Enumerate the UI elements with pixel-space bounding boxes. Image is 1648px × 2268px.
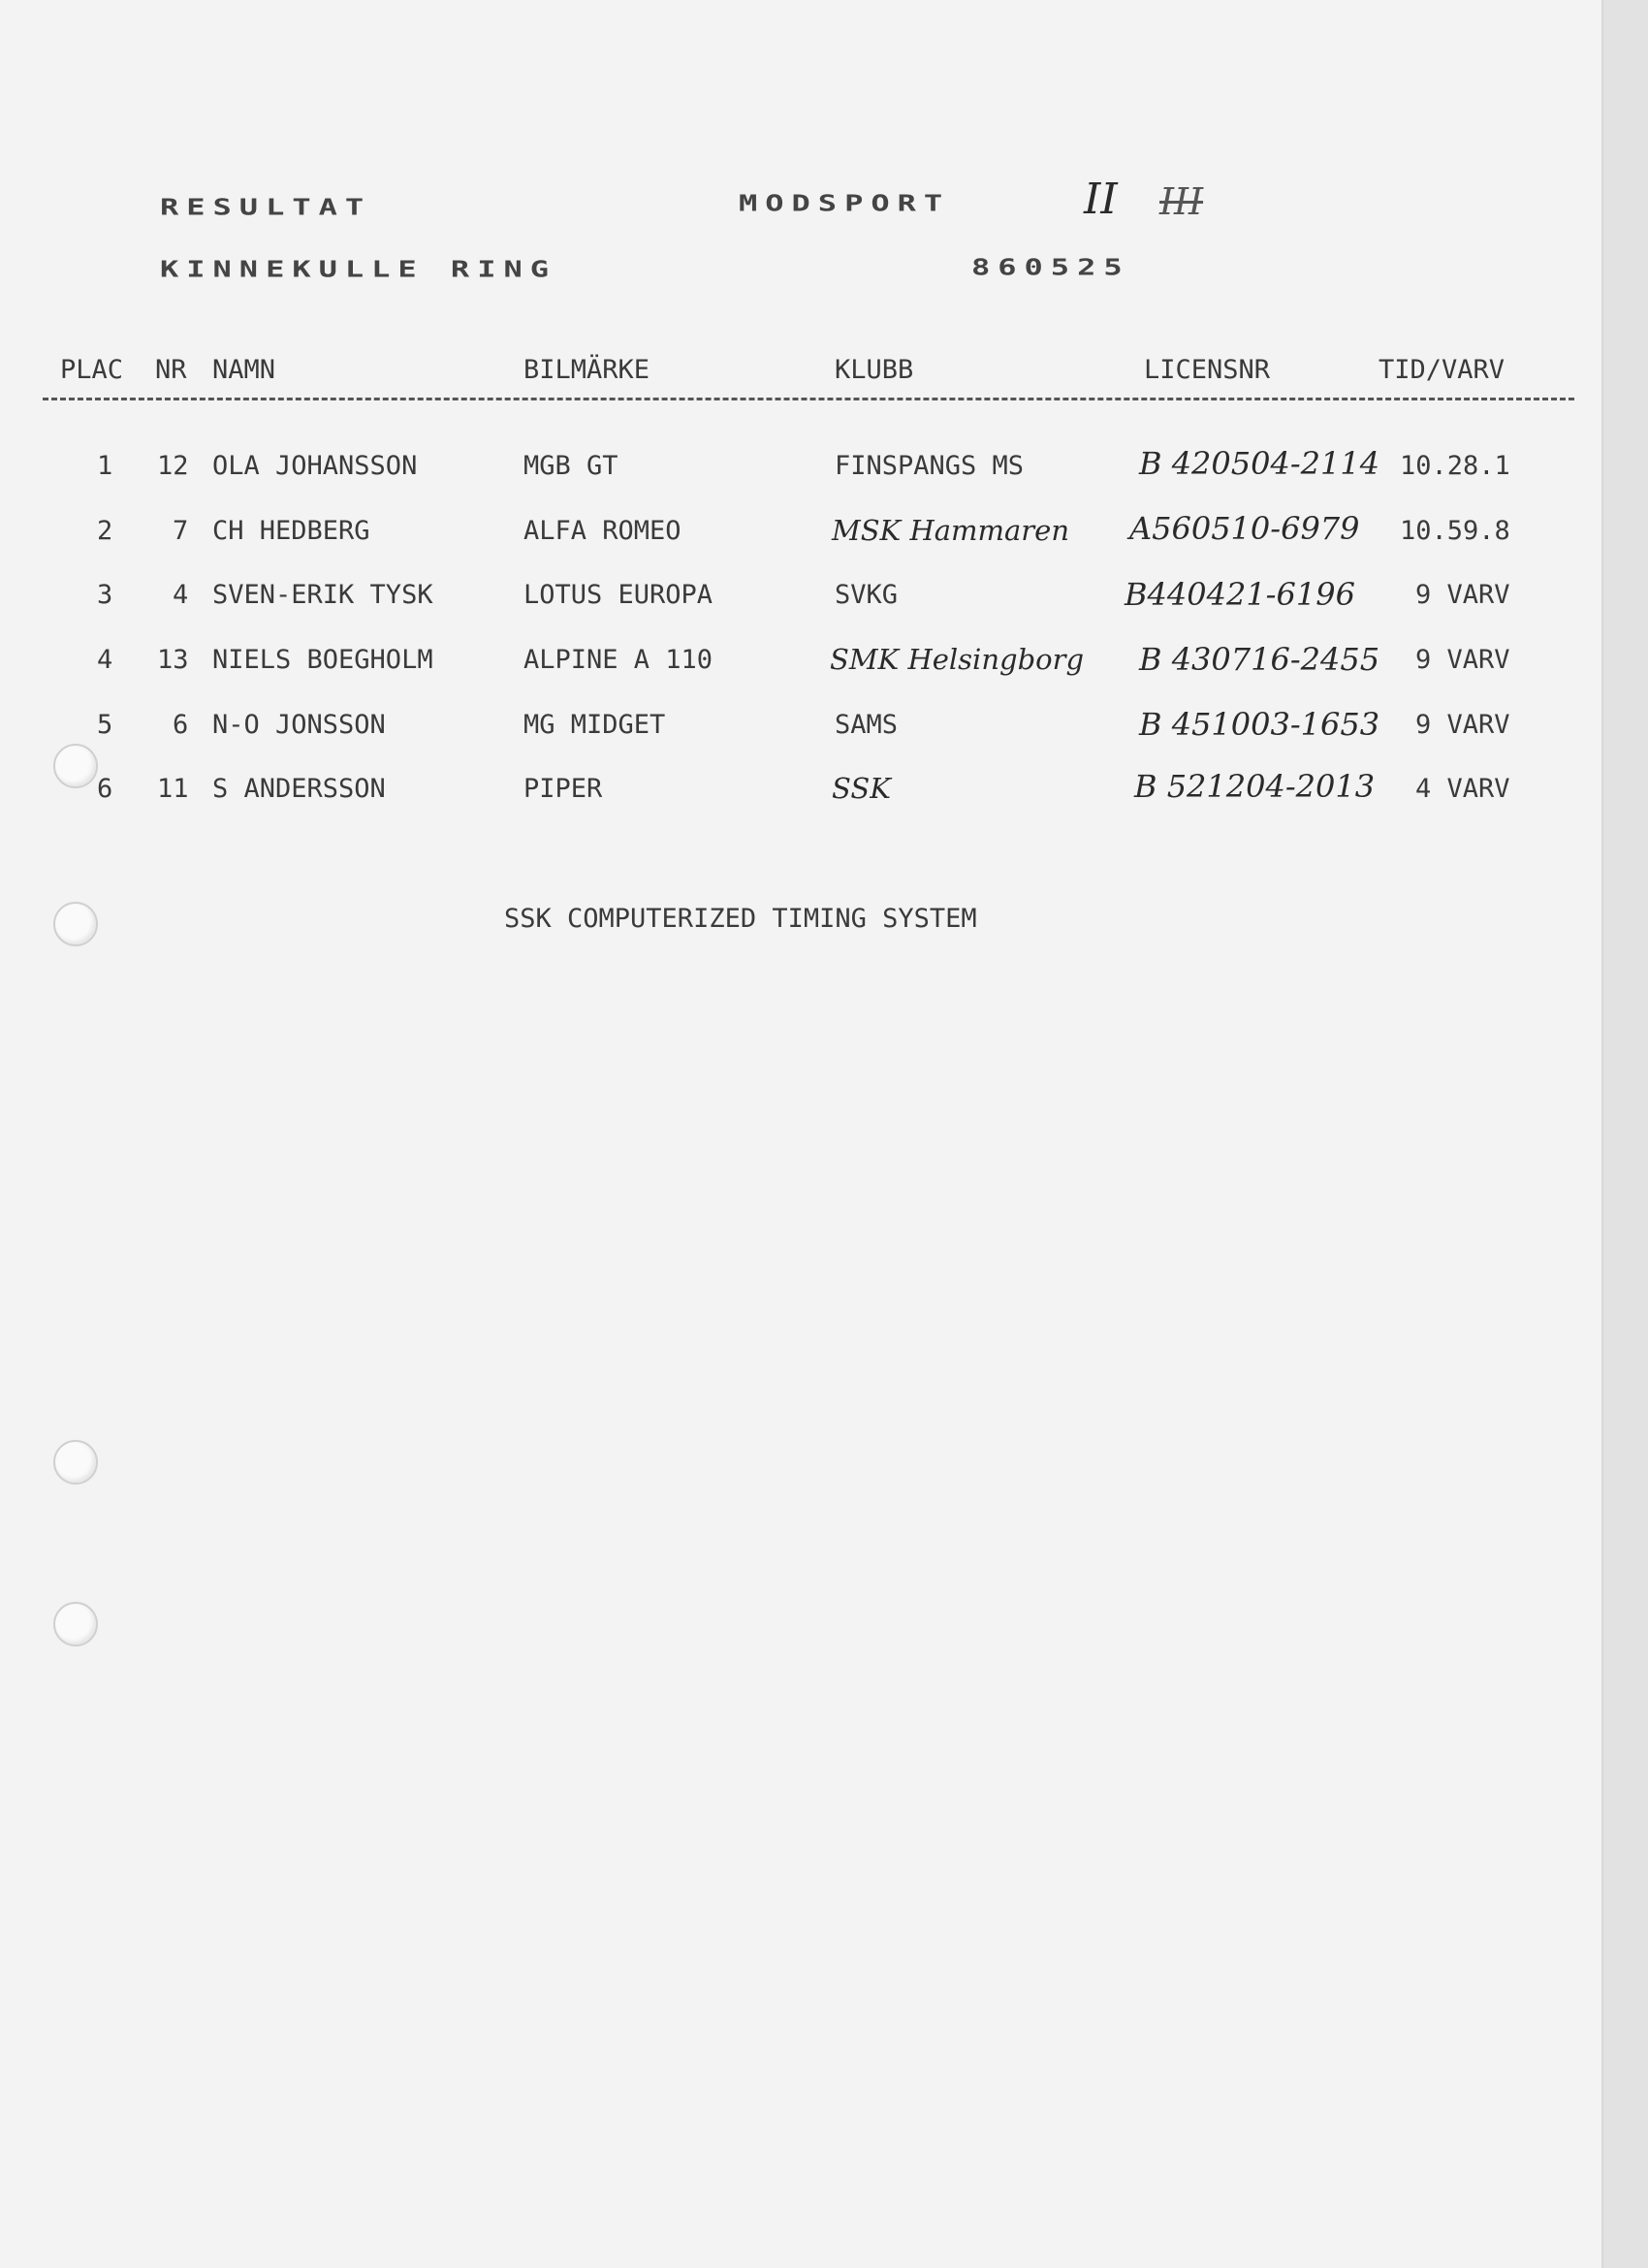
event-date: 860525 bbox=[971, 254, 1130, 281]
cell-licensnr: B 420504-2114 bbox=[1139, 445, 1380, 482]
table-row bbox=[0, 768, 1601, 832]
header-divider bbox=[43, 398, 1574, 400]
cell-licensnr: B 521204-2013 bbox=[1134, 768, 1376, 805]
cell-nr: 12 bbox=[157, 451, 189, 481]
venue: KINNEKULLE RING bbox=[160, 256, 556, 283]
cell-tid: 10.28.1 bbox=[1400, 451, 1510, 481]
cell-plac: 1 bbox=[97, 451, 113, 481]
cell-namn: OLA JOHANSSON bbox=[212, 451, 418, 481]
col-header-klubb: KLUBB bbox=[835, 355, 914, 385]
col-header-namn: NAMN bbox=[212, 355, 276, 385]
cell-tid: 9 VARV bbox=[1415, 645, 1510, 675]
footer-note: SSK COMPUTERIZED TIMING SYSTEM bbox=[504, 904, 977, 934]
table-row bbox=[0, 706, 1601, 768]
col-header-tid-varv: TID/VARV bbox=[1379, 355, 1505, 385]
cell-bilmarke: MGB GT bbox=[523, 451, 618, 481]
punch-hole bbox=[53, 1602, 98, 1646]
cell-plac: 5 bbox=[97, 710, 113, 740]
cell-nr: 7 bbox=[173, 516, 189, 546]
col-header-bilmarke: BILMÄRKE bbox=[523, 355, 650, 385]
cell-klubb: FINSPANGS MS bbox=[835, 451, 1025, 481]
punch-hole bbox=[53, 1440, 98, 1485]
cell-nr: 4 bbox=[173, 580, 189, 610]
cell-klubb: SAMS bbox=[835, 710, 899, 740]
col-header-licensnr: LICENSNR bbox=[1144, 355, 1271, 385]
result-label: RESULTAT bbox=[160, 194, 372, 221]
cell-bilmarke: MG MIDGET bbox=[523, 710, 666, 740]
cell-nr: 13 bbox=[157, 645, 189, 675]
cell-tid: 10.59.8 bbox=[1400, 516, 1510, 546]
cell-plac: 2 bbox=[97, 516, 113, 546]
cell-plac: 6 bbox=[97, 774, 113, 804]
cell-licensnr: B440421-6196 bbox=[1125, 576, 1355, 613]
cell-namn: NIELS BOEGHOLM bbox=[212, 645, 433, 675]
cell-plac: 4 bbox=[97, 645, 113, 675]
cell-bilmarke: LOTUS EUROPA bbox=[523, 580, 713, 610]
cell-nr: 11 bbox=[157, 774, 189, 804]
cell-licensnr: B 451003-1653 bbox=[1139, 706, 1380, 743]
table-row bbox=[0, 576, 1601, 638]
table-row bbox=[0, 445, 1601, 509]
cell-licensnr: A560510-6979 bbox=[1129, 510, 1360, 547]
punch-hole bbox=[53, 902, 98, 946]
cell-namn: CH HEDBERG bbox=[212, 516, 370, 546]
cell-plac: 3 bbox=[97, 580, 113, 610]
cell-klubb: SMK Helsingborg bbox=[830, 643, 1085, 676]
cell-bilmarke: ALFA ROMEO bbox=[523, 516, 681, 546]
table-row bbox=[0, 641, 1601, 703]
paper-edge bbox=[1601, 0, 1648, 2268]
cell-bilmarke: PIPER bbox=[523, 774, 603, 804]
cell-bilmarke: ALPINE A 110 bbox=[523, 645, 713, 675]
cell-tid: 9 VARV bbox=[1415, 710, 1510, 740]
cell-namn: SVEN-ERIK TYSK bbox=[212, 580, 433, 610]
cell-namn: S ANDERSSON bbox=[212, 774, 386, 804]
cell-tid: 9 VARV bbox=[1415, 580, 1510, 610]
cell-klubb: MSK Hammaren bbox=[832, 514, 1070, 547]
col-header-plac: PLAC bbox=[60, 355, 124, 385]
class-label: MODSPORT bbox=[739, 190, 951, 217]
cell-nr: 6 bbox=[173, 710, 189, 740]
table-row bbox=[0, 510, 1601, 574]
cell-tid: 4 VARV bbox=[1415, 774, 1510, 804]
class-crossed: III bbox=[1159, 180, 1204, 223]
cell-namn: N-O JONSSON bbox=[212, 710, 386, 740]
cell-klubb: SVKG bbox=[835, 580, 899, 610]
col-header-nr: NR bbox=[155, 355, 187, 385]
cell-licensnr: B 430716-2455 bbox=[1139, 641, 1380, 678]
class-number: II bbox=[1084, 175, 1118, 224]
cell-klubb: SSK bbox=[832, 772, 891, 805]
